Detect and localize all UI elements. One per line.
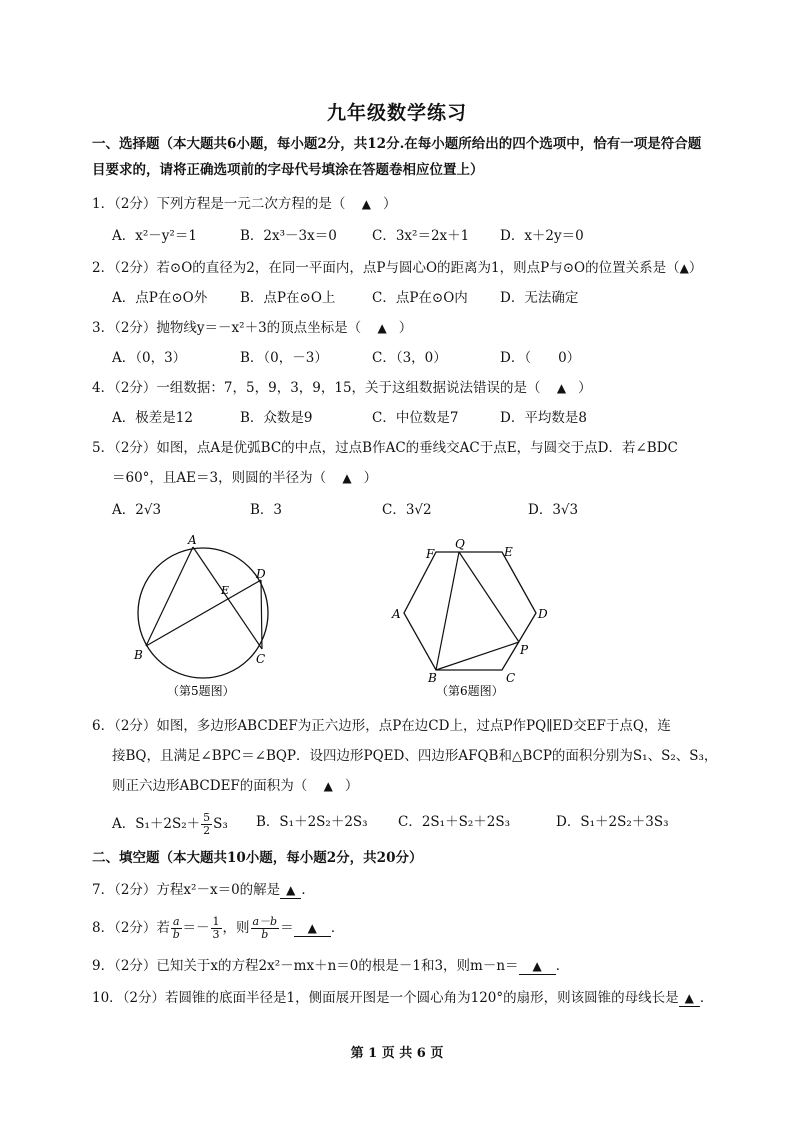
q2-option-b: B．点P在⊙O上: [240, 290, 336, 306]
label-D: D: [538, 607, 548, 621]
period: ．: [555, 958, 570, 974]
section2-heading: 二、填空题（本大题共10小题，每小题2分，共20分）: [92, 850, 423, 866]
q3-option-c: C．（3，0）: [372, 350, 447, 366]
q4-option-d: D．平均数是8: [500, 410, 587, 426]
fraction-a-minus-b-over-b: [251, 916, 280, 941]
question-number: 8．: [92, 920, 115, 936]
question-7: [92, 880, 315, 900]
denominator: b: [261, 928, 269, 941]
numerator: a: [172, 915, 180, 928]
figure-6-caption: （第6题图）: [436, 684, 504, 698]
q6-option-d: D．S₁＋2S₂＋3S₃: [556, 814, 669, 830]
q3-option-b: B．（0，－3）: [240, 350, 328, 366]
segment-BP: [436, 642, 519, 670]
option-text: A．S₁＋2S₂＋: [112, 816, 201, 832]
question-number: 5．: [92, 440, 115, 456]
q5-option-b: B．3: [250, 502, 283, 518]
answer-blank: ▲: [294, 920, 331, 937]
question-number: 10．: [92, 990, 123, 1006]
figure-5-caption: （第5题图）: [167, 684, 235, 698]
question-text: （2分）一组数据：7，5，9，3，9，15，关于这组数据说法错误的是（: [114, 380, 541, 396]
fraction-1-3: [211, 916, 222, 941]
page-footer: 第 1 页 共 6 页: [350, 1046, 444, 1061]
denominator: 2: [203, 824, 211, 837]
question-6-line3: [112, 776, 358, 796]
paren-close: ）: [398, 320, 413, 336]
q2-option-c: C．点P在⊙O内: [372, 290, 468, 306]
points: （2分）: [114, 196, 157, 212]
segment-AB: [146, 547, 193, 646]
figure-5-circle-diagram: [120, 530, 290, 710]
question-number: 6．: [92, 718, 115, 734]
label-F: F: [426, 547, 435, 561]
label-A: A: [392, 607, 401, 621]
question-number: 9．: [92, 958, 115, 974]
section1-heading-line2: 目要求的，请将正确选项前的字母代号填涂在答题卷相应位置上）: [92, 162, 484, 178]
answer-placeholder-triangle: ▲: [377, 321, 387, 335]
question-text: （2分）若⊙O的直径为2，在同一平面内，点P与圆心O的距离为1，则点P与⊙O的位置关系是（: [114, 260, 680, 276]
question-10: [92, 988, 713, 1008]
section1-heading-line1: 一、选择题（本大题共6小题，每小题2分，共12分.在每小题所给出的四个选项中，恰有一项是符合题: [92, 136, 702, 152]
question-text: （2分）如图，点A是优弧BC的中点，过点B作AC的垂线交AC于点E，与圆交于点D．若∠BDC: [114, 440, 678, 456]
q4-option-b: B．众数是9: [240, 410, 313, 426]
answer-blank: ▲: [280, 882, 301, 899]
hexagon-ABCDEF: [404, 552, 536, 670]
equals: ＝: [280, 920, 294, 936]
question-number: 4．: [92, 380, 115, 396]
numerator: a－b: [252, 915, 278, 928]
q2-option-a: A．点P在⊙O外: [112, 290, 208, 306]
page-title: 九年级数学练习: [326, 102, 467, 124]
question-3: [92, 318, 412, 338]
denominator: 3: [212, 928, 220, 941]
question-number: 2．: [92, 260, 115, 276]
answer-placeholder-triangle: ▲: [323, 779, 333, 793]
q6-option-b: B．S₁＋2S₂＋2S₃: [256, 814, 368, 830]
paren-close: ）: [344, 778, 359, 794]
figure-6-hexagon-diagram: [384, 530, 564, 710]
question-1: [92, 194, 396, 214]
segment-AC: [193, 547, 262, 649]
q5-option-a: A．2√3: [112, 502, 162, 518]
question-text: （2分）如图，多边形ABCDEF为正六边形，点P在边CD上，过点P作PQ∥ED交EF于点Q，连: [114, 718, 671, 734]
segment-BQ: [436, 552, 459, 670]
numerator: 5: [203, 811, 211, 824]
question-text: （2分）若圆锥的底面半径是1，侧面展开图是一个圆心角为120°的扇形，则该圆锥的母线长是: [122, 990, 679, 1006]
label-B: B: [134, 648, 143, 662]
option-text: S₃: [213, 816, 228, 832]
q2-option-d: D．无法确定: [500, 290, 579, 306]
label-A: A: [188, 533, 197, 547]
numerator: 1: [212, 915, 220, 928]
question-number: 7．: [92, 882, 115, 898]
question-number: 1．: [92, 196, 115, 212]
fraction-a-b: [171, 916, 182, 941]
q5-option-c: C．3√2: [382, 502, 432, 518]
q1-option-d: D．x＋2y＝0: [500, 228, 584, 244]
q3-option-d: D．（ 0）: [500, 350, 581, 366]
answer-blank: ▲: [519, 958, 556, 975]
question-4: [92, 378, 592, 398]
paren-close: ）: [578, 380, 592, 396]
label-B: B: [428, 671, 437, 685]
answer-placeholder-triangle: ▲: [342, 471, 352, 485]
question-text: 则正六边形ABCDEF的面积为（: [112, 778, 308, 794]
question-9: [92, 956, 569, 976]
question-text: （2分）方程x²－x＝0的解是: [114, 882, 281, 898]
q1-option-a: A．x²－y²＝1: [112, 228, 197, 244]
question-6-line2: 接BQ，且满足∠BPC＝∠BQP．设四边形PQED、四边形AFQB和△BCP的面积分别为S₁、S₂、S₃，: [112, 748, 718, 764]
q6-option-c: C．2S₁＋S₂＋2S₃: [398, 814, 510, 830]
period: ．: [330, 920, 345, 936]
q4-option-c: C．中位数是7: [372, 410, 459, 426]
question-5-line1: [92, 438, 678, 458]
question-2: [92, 258, 702, 278]
answer-blank: ▲: [679, 990, 700, 1007]
paren-close: ）: [363, 470, 378, 486]
segment-BD: [146, 580, 261, 646]
question-text: 下列方程是一元二次方程的是（: [156, 196, 346, 212]
question-text: （2分）抛物线y＝－x²＋3的顶点坐标是（: [114, 320, 362, 336]
fraction-5-2: [201, 812, 212, 837]
period: ．: [301, 882, 315, 898]
q1-option-c: C．3x²＝2x＋1: [372, 228, 470, 244]
denominator: b: [172, 928, 180, 941]
question-text: ，则: [222, 920, 250, 936]
equals-minus: ＝－: [182, 920, 210, 936]
label-P: P: [520, 643, 529, 657]
answer-placeholder-triangle: ▲: [556, 381, 567, 395]
question-8: [92, 914, 344, 942]
question-text: ＝60°，且AE＝3，则圆的半径为（: [112, 470, 327, 486]
label-C: C: [256, 652, 266, 666]
label-C: C: [506, 671, 516, 685]
q3-option-a: A．（0，3）: [112, 350, 187, 366]
label-D: D: [256, 567, 266, 581]
q1-option-b: B．2x³－3x＝0: [240, 228, 337, 244]
segment-DC: [261, 580, 262, 649]
paren-close: ）: [382, 196, 397, 212]
question-text: （2分）若: [114, 920, 170, 936]
question-5-line2: [112, 468, 377, 488]
label-Q: Q: [455, 537, 465, 551]
q5-option-d: D．3√3: [528, 502, 579, 518]
q4-option-a: A．极差是12: [112, 410, 193, 426]
answer-placeholder-triangle: ▲: [679, 261, 689, 275]
period: ．: [699, 990, 714, 1006]
q6-option-a: [112, 812, 228, 837]
label-E: E: [221, 584, 230, 597]
paren-close: ）: [688, 260, 703, 276]
question-6-line1: [92, 716, 671, 736]
label-E: E: [504, 545, 513, 559]
answer-placeholder-triangle: ▲: [361, 197, 371, 211]
question-text: （2分）已知关于x的方程2x²－mx＋n＝0的根是－1和3，则m－n＝: [114, 958, 519, 974]
question-number: 3．: [92, 320, 115, 336]
